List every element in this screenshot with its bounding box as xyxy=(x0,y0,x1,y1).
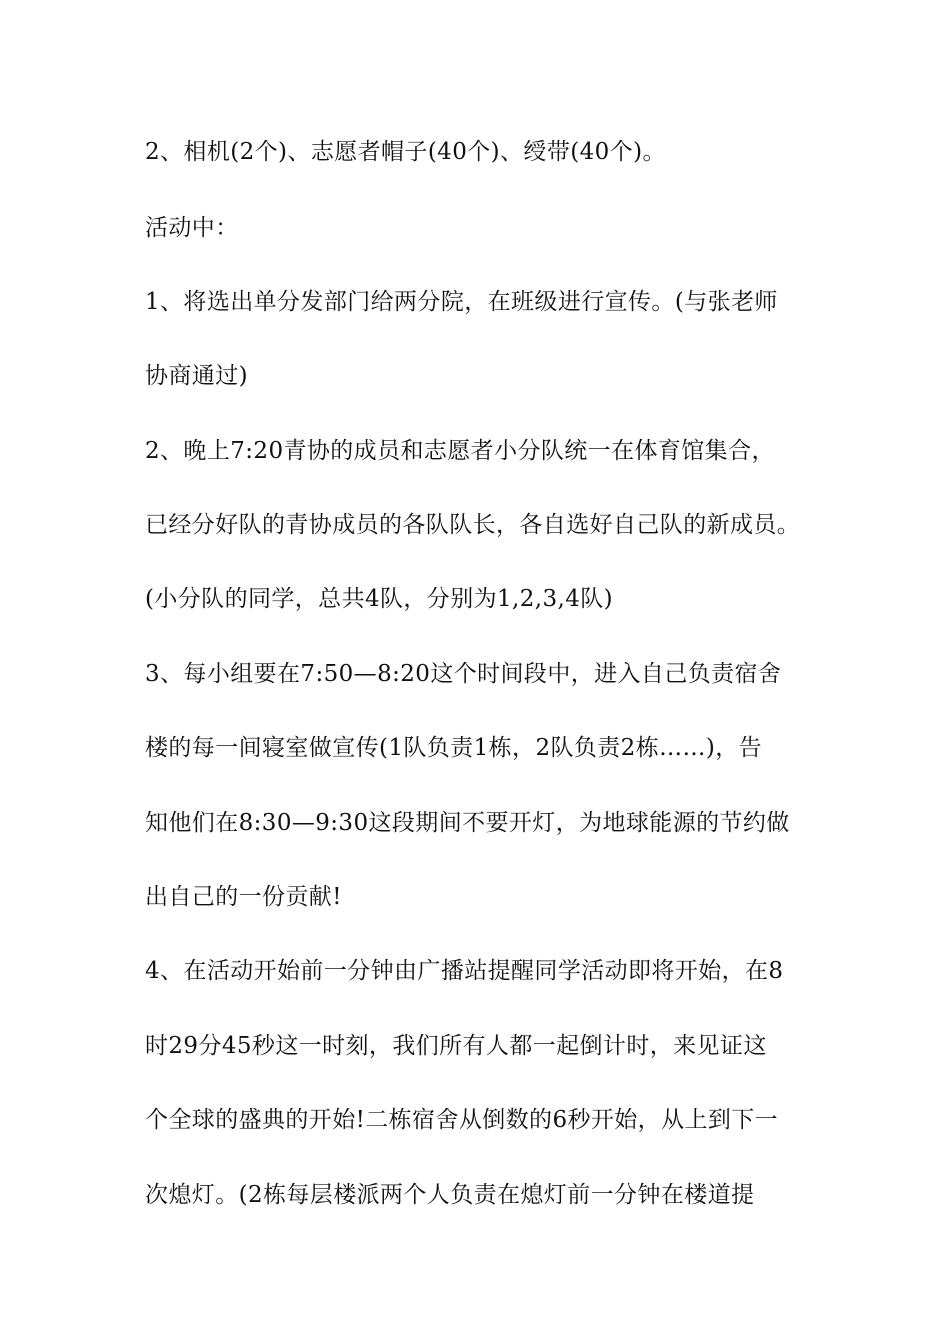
text-line: 已经分好队的青协成员的各队队长，各自选好自己队的新成员。 xyxy=(145,512,801,538)
text-line: 3、每小组要在7:50—8:20这个时间段中，进入自己负责宿舍 xyxy=(145,661,782,687)
text-line: 知他们在8:30—9:30这段期间不要开灯，为地球能源的节约做 xyxy=(145,810,790,836)
text-line: 4、在活动开始前一分钟由广播站提醒同学活动即将开始，在8 xyxy=(145,958,784,984)
text-line: (小分队的同学，总共4队，分别为1,2,3,4队) xyxy=(145,586,614,612)
text-line: 个全球的盛典的开始!二栋宿舍从倒数的6秒开始，从上到下一 xyxy=(145,1107,779,1133)
text-line: 出自己的一份贡献! xyxy=(145,884,342,910)
text-line: 活动中： xyxy=(145,215,239,241)
text-line: 楼的每一间寝室做宣传(1队负责1栋，2队负责2栋……)，告 xyxy=(145,735,763,761)
text-line: 1、将选出单分发部门给两分院，在班级进行宣传。(与张老师 xyxy=(145,289,778,315)
text-line: 2、相机(2个)、志愿者帽子(40个)、绶带(40个)。 xyxy=(145,139,666,165)
text-line: 2、晚上7:20青协的成员和志愿者小分队统一在体育馆集合， xyxy=(145,438,775,464)
text-line: 协商通过) xyxy=(145,363,248,389)
text-line: 次熄灯。(2栋每层楼派两个人负责在熄灯前一分钟在楼道提 xyxy=(145,1182,755,1208)
text-line: 时29分45秒这一时刻，我们所有人都一起倒计时，来见证这 xyxy=(145,1033,767,1059)
